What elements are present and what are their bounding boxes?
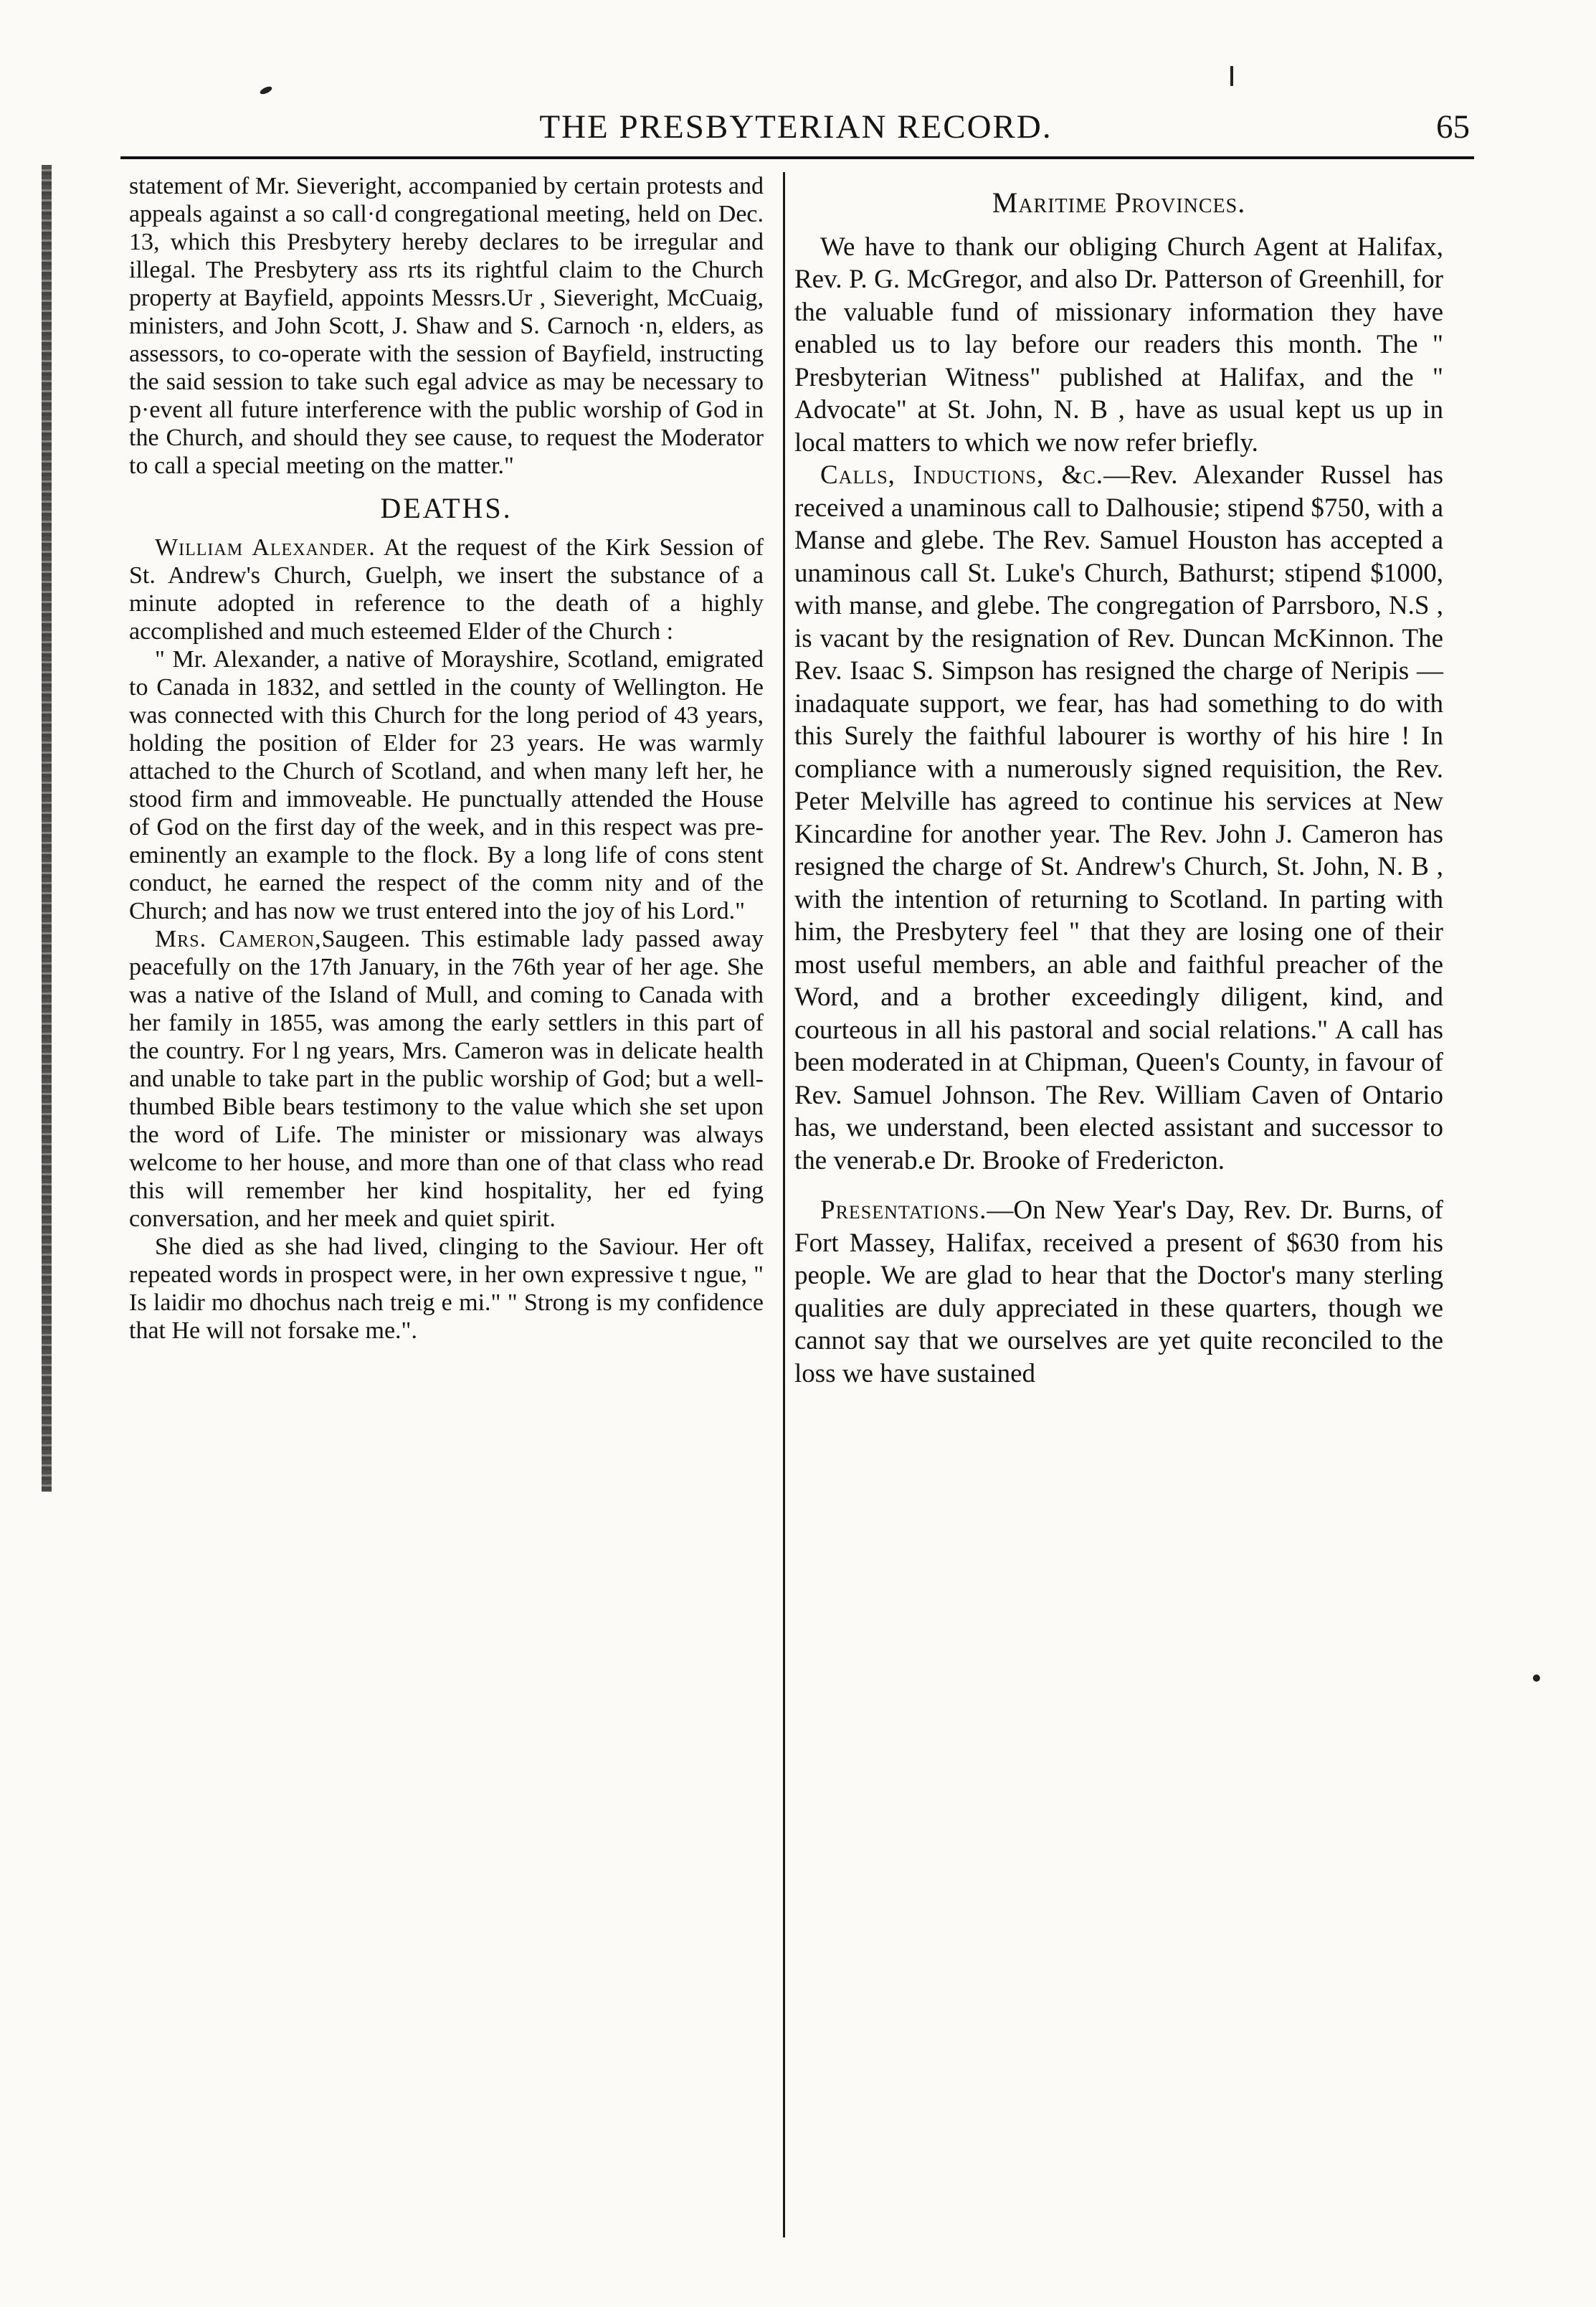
presbytery-minute-continuation: statement of Mr. Sieveright, accompanied by certain protests and appeals against a so call·d congregational meeting, held on Dec. 13, which this Presbytery hereby declares to be irregular and illegal. The Presbytery ass rts its rightful claim to the Church property at Bayfield, appoints Messrs.Ur , Sieveright, McCuaig, ministers, and John Scott, J. Shaw and S. Carnoch ·n, elders, as assessors, to co-operate with the session of Bayfield, instructing the said session to take such egal advice as may be necessary to p·event all future interference with the public worship of God in the Church, and should they see cause, to request the Moderator to call a special meeting on the matter." (129, 173, 764, 479)
presentations-section (794, 1194, 1443, 1390)
calls-inductions-text: —Rev. Alexander Russel has received a unaminous call to Dalhousie; stipend $750, with a Manse and glebe. The Rev. Samuel Houston has accepted a unaminous call St. Luke's Church, Bathurst; stipend $1000, with manse, and glebe. The congregation of Parrsboro, N.S , is vacant by the resignation of Rev. Duncan McKinnon. The Rev. Isaac S. Simpson has resigned the charge of Neripis — inadaquate support, we fear, has had something to do with this Surely the faithful labourer is worthy of his hire ! In compliance with a numerously signed requisition, the Rev. Peter Melville has agreed to continue his services at New Kincardine for another year. The Rev. John J. Cameron has resigned the charge of St. Andrew's Church, St. John, N. B , with the intention of returning to Scotland. In parting with him, the Presbytery feel " that they are losing one of their most useful members, an able and faithful preacher of the Word, and a brother exceedingly diligent, kind, and courteous in all his pastoral and social relations." A call has been moderated in at Chipman, Queen's County, in favour of Rev. Samuel Johnson. The Rev. William Caven of Ontario has, we understand, been elected assistant and successor to the venerab.e Dr. Brooke of Fredericton. (794, 460, 1443, 1175)
obituary-cameron (129, 925, 764, 1233)
obituary-alexander-minute: " Mr. Alexander, a native of Morayshire, Scotland, emigrated to Canada in 1832, and settled in the county of Wellington. He was connected with this Church for the long period of 43 years, holding the position of Elder for 23 years. He was warmly attached to the Church of Scotland, and when many left her, he stood firm and immoveable. He punctually attended the House of God on the first day of the week, and in this respect was pre-eminently an example to the flock. By a long life of cons stent conduct, he earned the respect of the comm nity and of the Church; and has now we trust entered into the joy of his Lord." (129, 646, 764, 924)
presentations-text: —On New Year's Day, Rev. Dr. Burns, of Fort Massey, Halifax, received a present of $630 from his people. We are glad to hear that the Doctor's many sterling qualities are duly appreciated in these quarters, though we cannot say that we ourselves are yet quite reconciled to the loss we have sustained (794, 1195, 1443, 1388)
calls-inductions-lead: Calls, Inductions, &c. (820, 460, 1104, 490)
obituary-cameron-closing: She died as she had lived, clinging to the Saviour. Her oft repeated words in prospect were, in her own expressive t ngue, " Is laidir mo dhochus nach treig e mi." " Strong is my confidence that He will not forsake me.". (129, 1233, 764, 1344)
ink-speck (1533, 1674, 1540, 1682)
column-rule (783, 172, 785, 2237)
maritime-intro: We have to thank our obliging Church Agent at Halifax, Rev. P. G. McGregor, and also Dr. Patterson of Greenhill, for the valuable fund of missionary information they have enabled us to lay before our readers this month. The " Presbyterian Witness" published at Halifax, and the " Advocate" at St. John, N. B , have as usual kept us up in local matters to which we now refer briefly. (794, 232, 1443, 458)
obituary-name-cameron: Mrs. Cameron, (155, 926, 322, 952)
right-column (794, 172, 1443, 1390)
obituary-alexander-text: At the request of the Kirk Session of St. Andrew's Church, Guelph, we insert the substance of a minute adopted in reference to the death of a highly accomplished and much esteemed Elder of the Church : (129, 534, 764, 645)
obituary-cameron-text: Saugeen. This estimable lady passed away peacefully on the 17th January, in the 76th year of her age. She was a native of the Island of Mull, and coming to Canada with her family in 1855, was among the early settlers in this part of the country. For l ng years, Mrs. Cameron was in delicate health and unable to take part in the public worship of God; but a well-thumbed Bible bears testimony to the value which she set upon the word of Life. The minister or missionary was always welcome to her house, and more than one of that class who read this will remember her kind hospitality, her ed fying conversation, and her meek and quiet spirit. (129, 926, 764, 1232)
presentations-lead: Presentations. (820, 1195, 987, 1225)
maritime-provinces-heading: Maritime Provinces. (992, 186, 1246, 219)
obituary-alexander-intro (129, 534, 764, 645)
deaths-heading: DEATHS. (380, 492, 513, 524)
ink-speck (1230, 66, 1233, 86)
left-column (129, 172, 764, 1345)
header-rule (120, 156, 1474, 159)
section-gap (794, 1177, 1443, 1194)
ink-speck (259, 85, 273, 96)
obituary-name-alexander: William Alexander. (155, 534, 376, 561)
binding-edge-decoration (42, 165, 52, 1492)
calls-inductions-section (794, 459, 1443, 1177)
running-header (122, 108, 1470, 151)
journal-title: THE PRESBYTERIAN RECORD. (539, 108, 1053, 146)
page-number: 65 (1436, 108, 1470, 146)
